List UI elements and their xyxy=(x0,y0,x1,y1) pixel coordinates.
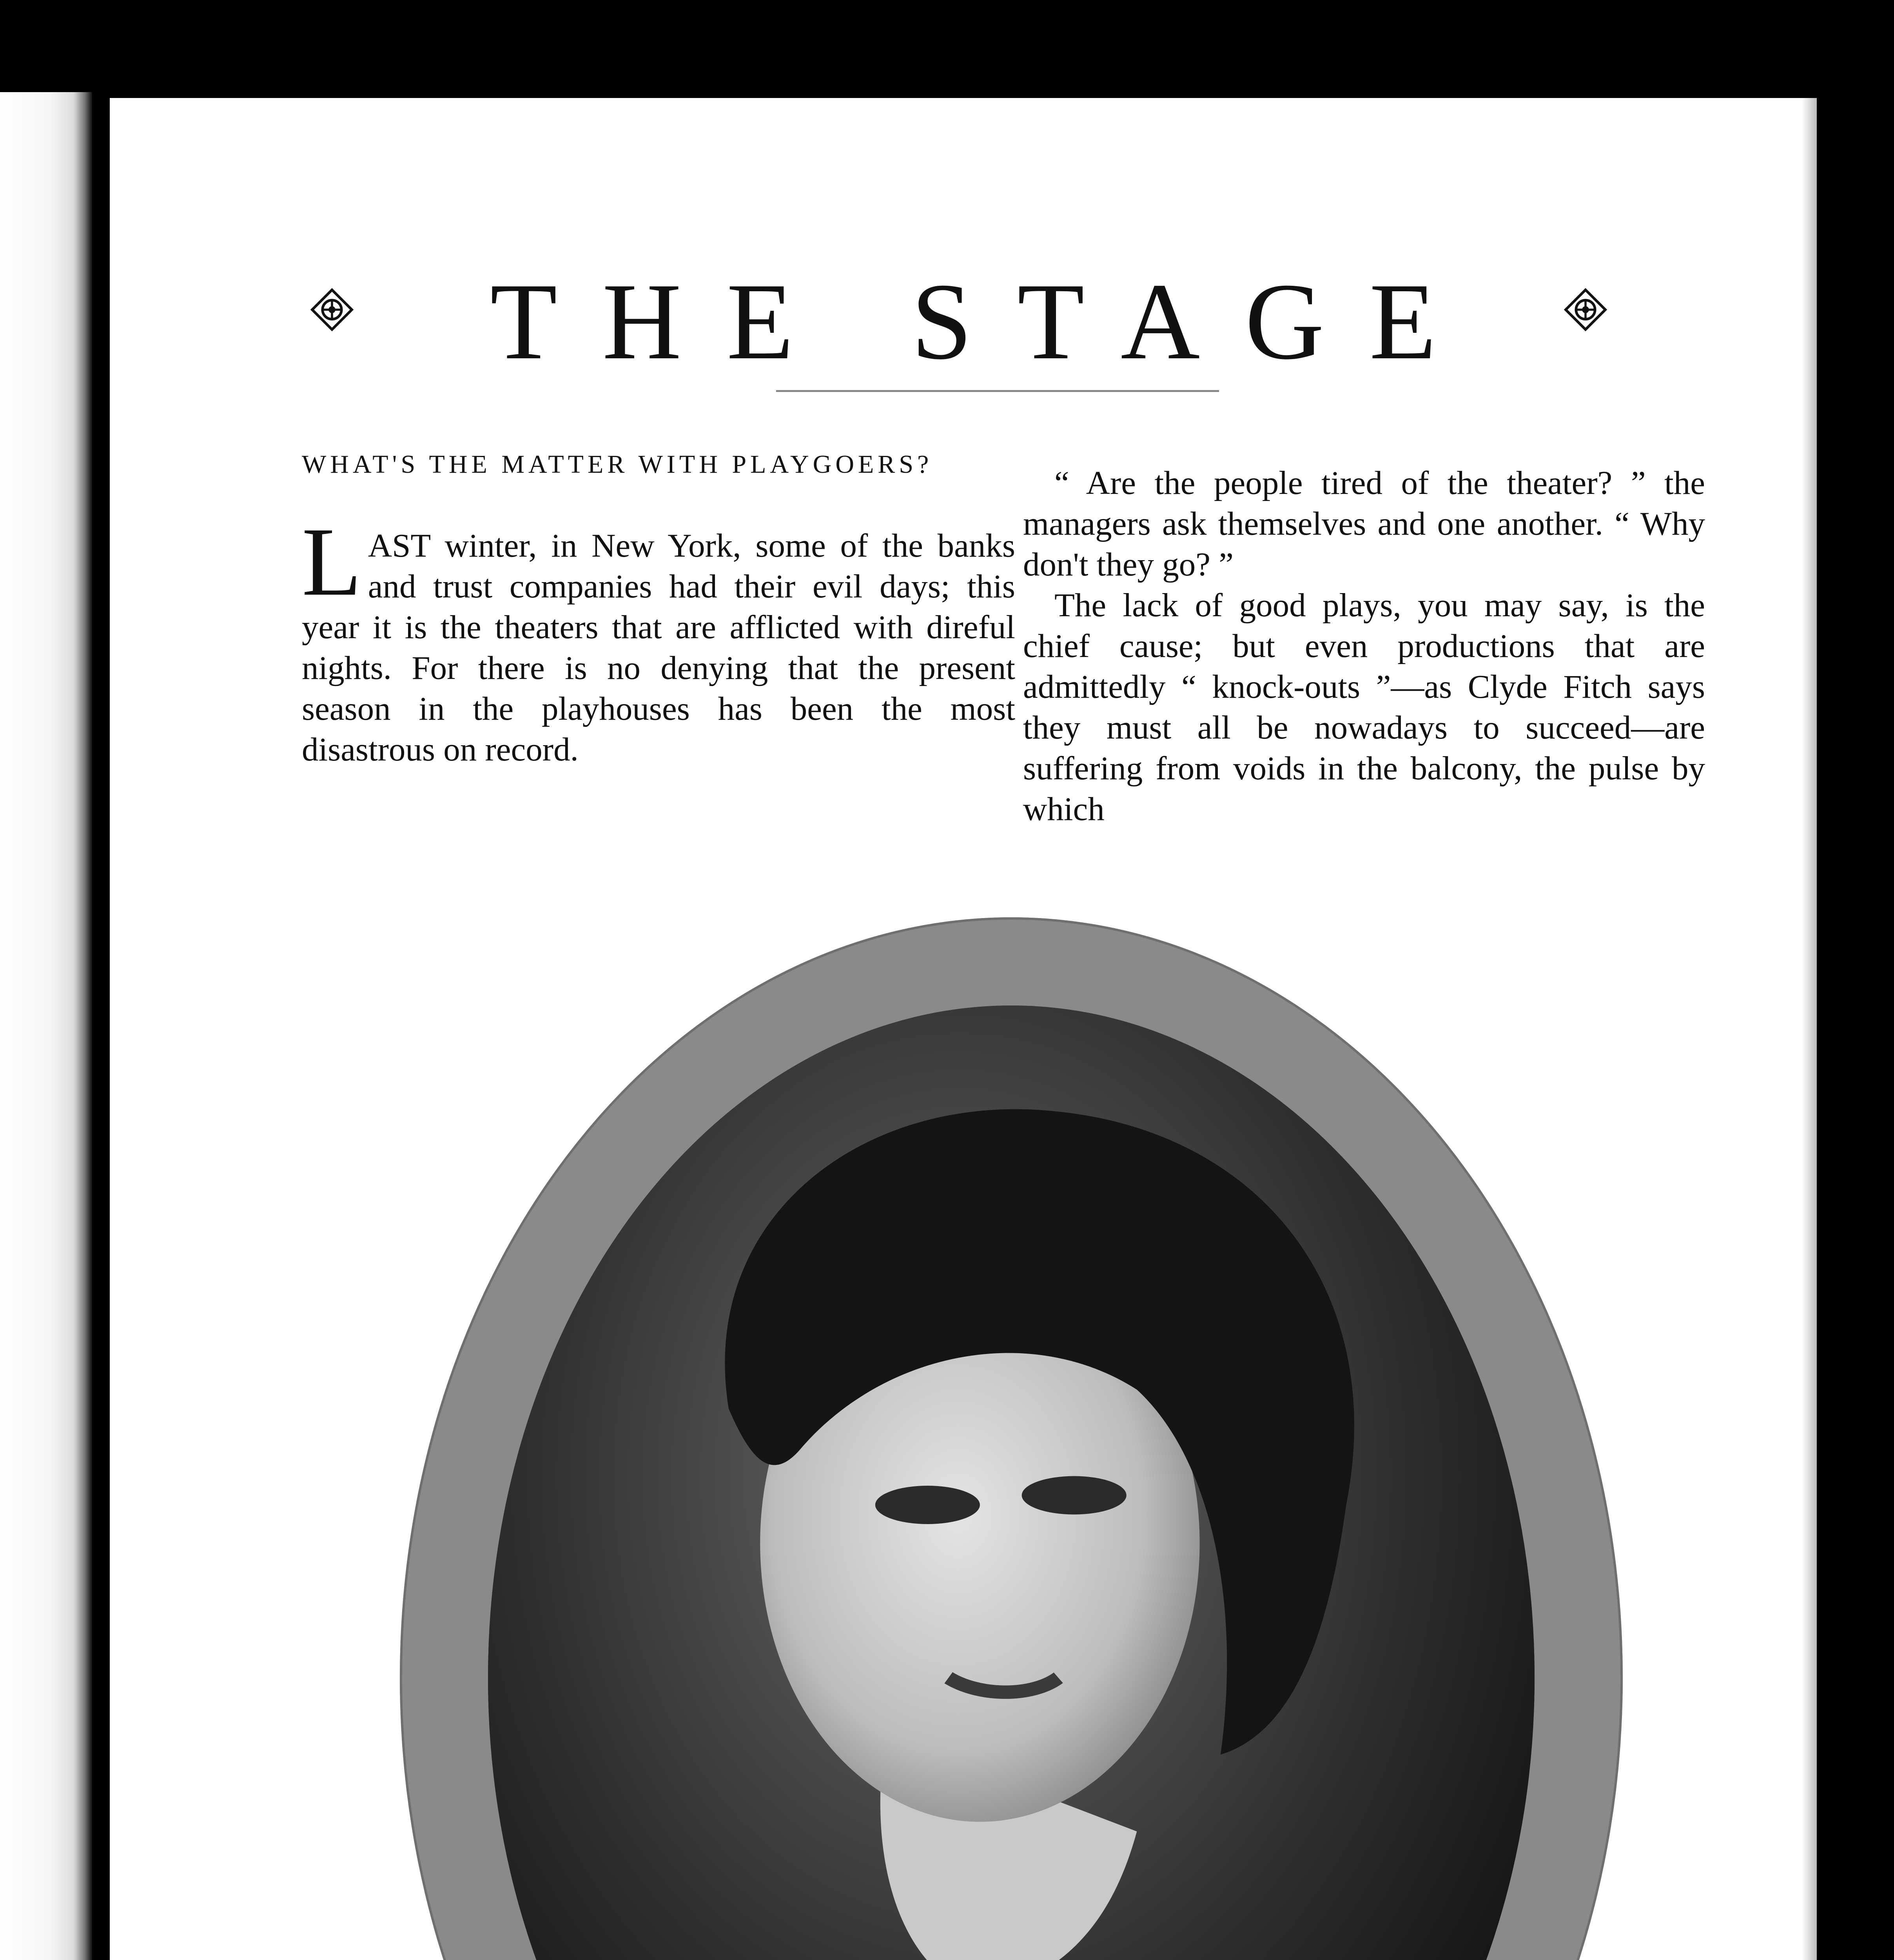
facing-page-edge xyxy=(0,92,92,1960)
drop-cap: L xyxy=(302,508,362,616)
portrait-frame xyxy=(400,917,1623,1960)
magazine-page xyxy=(110,98,1817,1960)
article-subheading: WHAT'S THE MATTER WITH PLAYGOERS? xyxy=(302,450,933,479)
title-rule xyxy=(776,390,1219,392)
portrait-figure-icon xyxy=(488,1005,1535,1960)
article-column-left xyxy=(302,508,1015,770)
section-title: THE STAGE xyxy=(490,260,1482,382)
portrait-photo xyxy=(488,1005,1535,1960)
left-column-paragraph: AST winter, in New York, some of the banks and trust companies had their evil days; this year it is the theaters that are afflicted with direful nights. For there is no denying that the present season in the playhouses has been the most disastrous on record. xyxy=(302,527,1015,768)
right-ornament-icon xyxy=(1564,288,1607,331)
right-column-paragraph-2: The lack of good plays, you may say, is the chief cause; but even productions that are admittedly “ knock-outs ”—as Clyde Fitch says they must all be nowadays to succeed—are suffering from voids in the balcony, the pulse by which xyxy=(1023,587,1705,828)
right-column-paragraph-1: “ Are the people tired of the theater? ” the managers ask themselves and one another. “ Why don't they go? ” xyxy=(1023,465,1705,583)
article-column-right xyxy=(1023,463,1705,829)
